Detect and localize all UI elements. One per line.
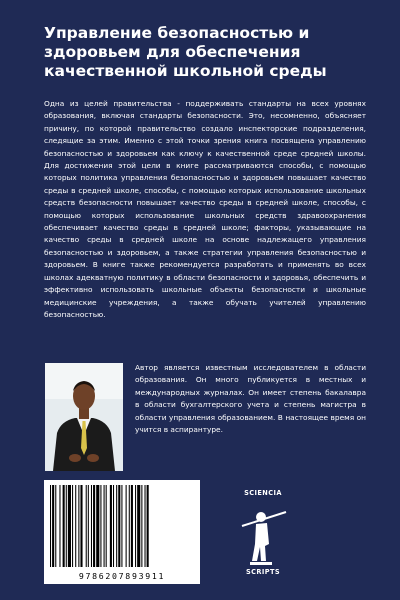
- publisher-logo-top: SCIENCIA: [244, 489, 282, 497]
- barcode-bar: [96, 485, 99, 567]
- publisher-logo: [232, 486, 294, 584]
- barcode-bars: [50, 485, 194, 567]
- barcode-bar: [72, 485, 73, 567]
- barcode-bar: [116, 485, 117, 567]
- barcode-bar: [68, 485, 71, 567]
- barcode-bar: [88, 485, 89, 567]
- author-bio: Автор является известным исследователем в области образования. Он много публикуется в местных и международных журналах. Он имеет степень бакалавра в области бухгалтерского учета и степень магистра в области управления образованием. В настоящее время он учится в аспирантуре.: [135, 363, 366, 435]
- author-photo-image: [45, 363, 123, 471]
- barcode-bar: [86, 485, 87, 567]
- barcode-bar: [59, 485, 60, 567]
- barcode-bar: [110, 485, 112, 567]
- barcode-bar: [131, 485, 133, 567]
- isbn-number: 9786207893911: [78, 571, 166, 581]
- barcode-bar: [137, 485, 140, 567]
- barcode-bar: [55, 485, 56, 567]
- barcode-bar: [63, 485, 65, 567]
- barcode-bar: [126, 485, 127, 567]
- barcode-bar: [80, 485, 82, 567]
- isbn-barcode: [44, 480, 200, 584]
- author-photo: [45, 363, 123, 471]
- barcode-bar: [50, 485, 51, 567]
- barcode-bar: [145, 485, 146, 567]
- barcode-bar: [91, 485, 92, 567]
- barcode-bar: [100, 485, 101, 567]
- barcode-bar: [106, 485, 107, 567]
- barcode-bar: [104, 485, 105, 567]
- barcode-bar: [129, 485, 130, 567]
- barcode-bar: [66, 485, 67, 567]
- book-title-line: Управление безопасностью и: [44, 24, 310, 42]
- book-title-line: здоровьем для обеспечения: [44, 43, 301, 61]
- barcode-bar: [121, 485, 122, 567]
- barcode-bar: [75, 485, 76, 567]
- barcode-bar: [78, 485, 79, 567]
- publisher-logo-bottom: SCRIPTS: [246, 568, 280, 576]
- barcode-bar: [135, 485, 136, 567]
- barcode-bar: [52, 485, 54, 567]
- barcode-bar: [147, 485, 149, 567]
- barcode-bar: [141, 485, 142, 567]
- book-title-line: качественной школьной среды: [44, 62, 327, 80]
- book-description: Одна из целей правительства - поддерживать стандарты на всех уровнях образования, включая стандарты безопасности. Это, несомненно, объясняет причину, по которой правительство создало инспекторские подразделения, следящие за этим. Именно с этой точки зрения книга посвящена управлению безопасностью и здоровьем как ключу к качественной среде средней школы. Для достижения этой цели в книге рассматриваются способы, с помощью которых политика управления безопасностью и здоровьем повышает качество среды в средней школе, способы, с помощью которых использование школьных средств безопасности повышает качество среды в средней школе, способы, с помощью которых использование школьных средств здравоохранения обеспечивает качество среды в средней школе; факторы, указывающие на качество среды в средней школе на основе надлежащего управления безопасностью и здоровьем, а также стратегии управления безопасностью и здоровьем. В книге также рекомендуется разработать и применять во всех школах адекватную политику в области безопасности и здоровья, обеспечить и эффективно использовать школьные объекты безопасности и школьные медицинские учреждения, а также обучать учителей управлению безопасностью.: [44, 99, 366, 319]
- barcode-bar: [93, 485, 95, 567]
- barcode-bar: [118, 485, 120, 567]
- barcode-bar: [113, 485, 114, 567]
- book-title: [44, 24, 364, 81]
